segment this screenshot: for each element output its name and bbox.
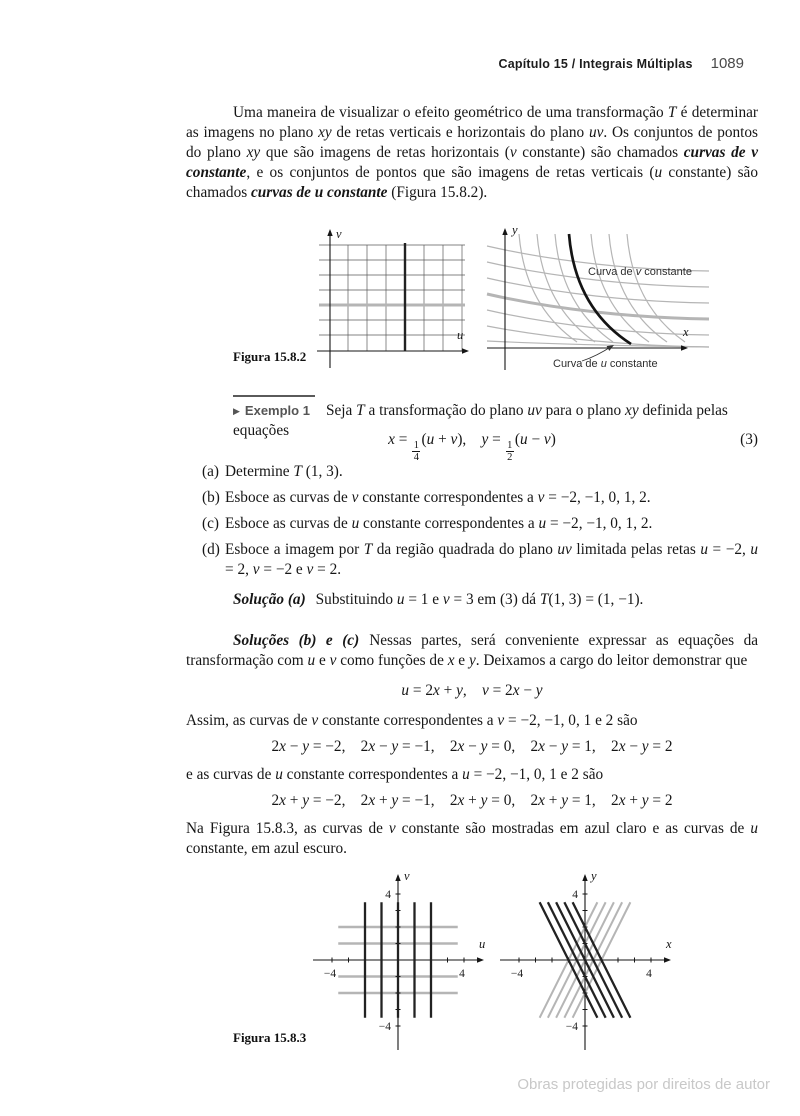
example-rule: [233, 395, 315, 397]
svg-text:−4: −4: [510, 968, 524, 980]
svg-text:u: u: [479, 937, 486, 951]
svg-text:x: x: [666, 937, 672, 951]
equation-v-rows: 2x − y = −2, 2x − y = −1, 2x − y = 0, 2x − y = 1, 2x − y = 2: [271, 738, 673, 755]
example-arrow-icon: ▶: [233, 406, 240, 416]
intro-paragraph: Uma maneira de visualizar o efeito geométrico de uma transformação T é determinar as imagens no plano xy de retas verticais e horizontais do plano uv. Os conjuntos de pontos do plano xy que são imagens de retas horizontais (v constante) são chamados curvas de v constante, e os conjuntos de pontos que são imagens de retas verticais (u constante) são chamados curvas de u constante (Figura 15.8.2).: [186, 104, 758, 201]
svg-text:−4: −4: [378, 1021, 391, 1033]
xy-plane-curves-plot: [485, 224, 710, 376]
svg-text:−4: −4: [565, 1021, 578, 1033]
exercise-item-c: (c) Esboce as curvas de u constante correspondentes a u = −2, −1, 0, 1, 2.: [202, 515, 653, 532]
svg-text:y: y: [512, 224, 518, 237]
svg-text:v: v: [336, 227, 342, 241]
svg-text:y: y: [591, 869, 597, 883]
exercise-item-b: (b) Esboce as curvas de v constante correspondentes a v = −2, −1, 0, 1, 2.: [202, 489, 651, 506]
figure-1582: [0, 222, 800, 394]
uv-plane-lines-plot: [305, 866, 500, 1056]
svg-text:4: 4: [385, 889, 391, 901]
svg-text:4: 4: [646, 968, 652, 980]
equation-u-rows: 2x + y = −2, 2x + y = −1, 2x + y = 0, 2x + y = 1, 2x + y = 2: [271, 792, 673, 809]
solution-a-head: Solução (a): [233, 591, 306, 608]
page-number: 1089: [710, 55, 744, 72]
equation-uv: u = 2x + y, v = 2x − y: [401, 682, 543, 699]
uv-plane-grid-plot: [315, 225, 475, 370]
example-intro-text: Seja T a transformação do plano uv para o plano xy definida pelas equações: [233, 402, 728, 439]
example-label: ▶ Exemplo 1: [233, 403, 310, 418]
copyright-watermark: Obras protegidas por direitos de autor: [517, 1076, 770, 1093]
solution-bc-head: Soluções (b) e (c): [233, 632, 360, 649]
svg-text:4: 4: [459, 968, 465, 980]
svg-text:4: 4: [572, 889, 578, 901]
na-figura-line: Na Figura 15.8.3, as curvas de v constante são mostradas em azul claro e as curvas de u constante, em azul escuro.: [186, 820, 758, 857]
annotation-curva-u: Curva de u constante: [553, 358, 658, 370]
exercise-item-d: (d) Esboce a imagem por T da região quadrada do plano uv limitada pelas retas u = −2, u = 2, v = −2 e v = 2.: [202, 541, 758, 578]
annotation-curva-v: Curva de v constante: [588, 266, 692, 278]
exercise-item-a: (a) Determine T (1, 3).: [202, 463, 343, 480]
equation-3: [186, 430, 758, 463]
assim-line: Assim, as curvas de v constante correspondentes a v = −2, −1, 0, 1 e 2 são: [186, 712, 638, 729]
svg-text:−4: −4: [323, 968, 337, 980]
solution-a: Solução (a) Substituindo u = 1 e v = 3 em (3) dá T(1, 3) = (1, −1).: [233, 591, 644, 608]
equation-number: (3): [740, 431, 758, 448]
solution-bc: Soluções (b) e (c) Nessas partes, será conveniente expressar as equações da transformação com u e v como funções de x e y. Deixamos a cargo do leitor demonstrar que: [186, 632, 759, 669]
equation-3-body: x = $\frac{1}{4}$ (u + v), y = $\frac{1}{2}$ (u − v): [388, 431, 556, 463]
svg-text:u: u: [457, 328, 464, 342]
figure-caption-1582: Figura 15.8.2: [233, 349, 307, 364]
xy-plane-lines-plot: [487, 866, 692, 1056]
figure-caption-1583: Figura 15.8.3: [233, 1030, 307, 1045]
svg-text:v: v: [404, 869, 410, 883]
e-as-line: e as curvas de u constante correspondentes a u = −2, −1, 0, 1 e 2 são: [186, 766, 604, 783]
svg-text:x: x: [683, 325, 689, 339]
running-head: Capítulo 15 / Integrais Múltiplas: [498, 57, 693, 71]
page-header: [498, 55, 744, 72]
figure-1583: [0, 862, 800, 1062]
